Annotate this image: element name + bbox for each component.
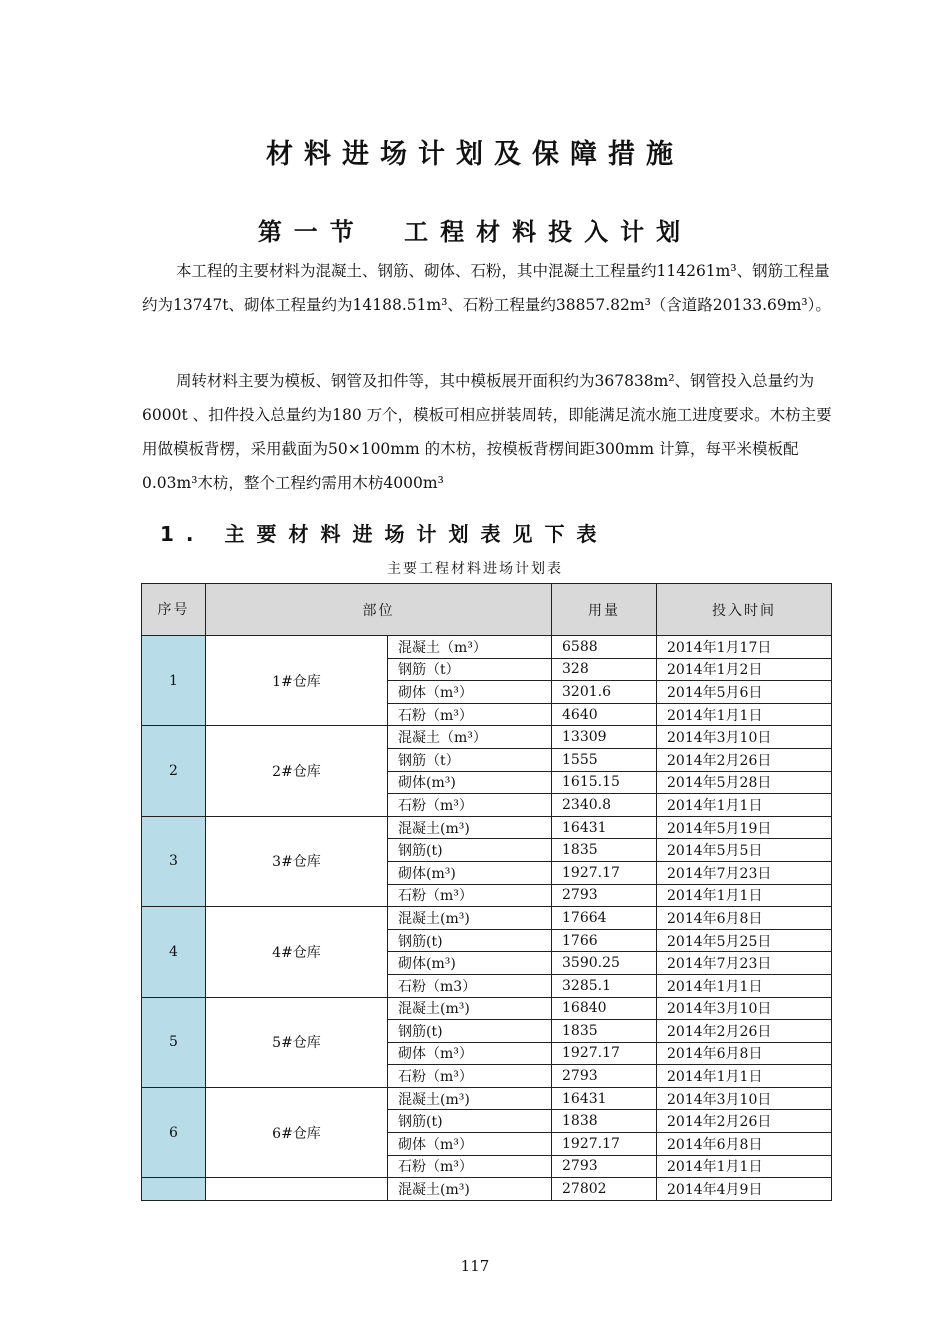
location-cell: 6#仓库 (206, 1087, 388, 1177)
material-cell: 钢筋(t) (388, 929, 552, 952)
material-cell: 钢筋（t） (388, 748, 552, 771)
quantity-cell: 1838 (552, 1110, 657, 1133)
time-cell: 2014年2月26日 (657, 1020, 832, 1043)
material-cell: 钢筋(t) (388, 839, 552, 862)
seq-cell: 6 (142, 1087, 206, 1177)
quantity-cell: 27802 (552, 1178, 657, 1201)
table-row (142, 726, 832, 749)
table-row (142, 636, 832, 659)
paragraph-materials-text: 本工程的主要材料为混凝土、钢筋、砌体、石粉，其中混凝土工程量约114261m³、钢筋工程量约为13747t、砌体工程量约为14188.51m³、石粉工程量约38857.82m³（含道路20133.69m³）。 (142, 262, 831, 314)
table-row (142, 997, 832, 1020)
time-cell: 2014年4月9日 (657, 1178, 832, 1201)
material-cell: 石粉（m³） (388, 703, 552, 726)
time-cell: 2014年1月1日 (657, 703, 832, 726)
time-cell: 2014年7月23日 (657, 861, 832, 884)
time-cell: 2014年6月8日 (657, 1042, 832, 1065)
subheading: 1. 主要材料进场计划表见下表 (160, 522, 609, 546)
time-cell: 2014年1月1日 (657, 794, 832, 817)
quantity-cell: 1927.17 (552, 1133, 657, 1156)
quantity-cell: 3201.6 (552, 681, 657, 704)
quantity-cell: 16431 (552, 1087, 657, 1110)
quantity-cell: 1555 (552, 748, 657, 771)
material-cell: 混凝土(m³) (388, 997, 552, 1020)
time-cell: 2014年3月10日 (657, 726, 832, 749)
quantity-cell: 2340.8 (552, 794, 657, 817)
header-part: 部位 (206, 584, 552, 636)
material-cell: 石粉（m3） (388, 974, 552, 997)
material-cell: 混凝土(m³) (388, 816, 552, 839)
material-cell: 石粉（m³） (388, 794, 552, 817)
material-cell: 砌体(m³) (388, 771, 552, 794)
paragraph-turnover (142, 364, 842, 500)
quantity-cell: 328 (552, 658, 657, 681)
time-cell: 2014年5月19日 (657, 816, 832, 839)
quantity-cell: 2793 (552, 1155, 657, 1178)
table-row (142, 1087, 832, 1110)
quantity-cell: 1835 (552, 1020, 657, 1043)
material-cell: 石粉（m³） (388, 1155, 552, 1178)
material-cell: 砌体(m³) (388, 952, 552, 975)
seq-cell: 2 (142, 726, 206, 816)
paragraph-materials (142, 254, 842, 322)
time-cell: 2014年1月1日 (657, 1065, 832, 1088)
seq-cell: 4 (142, 907, 206, 997)
section-title: 第一节 工程材料投入计划 (257, 218, 693, 246)
time-cell: 2014年7月23日 (657, 952, 832, 975)
material-cell: 砌体（m³） (388, 681, 552, 704)
table-caption: 主要工程材料进场计划表 (387, 561, 563, 577)
time-cell: 2014年5月28日 (657, 771, 832, 794)
table-header-row (142, 584, 832, 636)
location-cell: 4#仓库 (206, 907, 388, 997)
quantity-cell: 1615.15 (552, 771, 657, 794)
time-cell: 2014年6月8日 (657, 1133, 832, 1156)
material-cell: 砌体（m³） (388, 1042, 552, 1065)
paragraph-turnover-text: 周转材料主要为模板、钢管及扣件等，其中模板展开面积约为367838m²、钢管投入总量约为6000t 、扣件投入总量约为180 万个，模板可相应拼装周转，即能满足流水施工进度要求。木枋主要用做模板背楞，采用截面为50×100mm 的木枋，按模板背楞间距300mm 计算，每平米模板配0.03m³木枋，整个工程约需用木枋4000m³ (142, 372, 832, 492)
location-cell: 3#仓库 (206, 816, 388, 906)
material-cell: 砌体（m³） (388, 1133, 552, 1156)
header-seq: 序号 (142, 584, 206, 636)
location-cell (206, 1178, 388, 1201)
table-row (142, 1178, 832, 1201)
quantity-cell: 16431 (552, 816, 657, 839)
time-cell: 2014年1月2日 (657, 658, 832, 681)
material-cell: 混凝土（m³） (388, 726, 552, 749)
quantity-cell: 1927.17 (552, 861, 657, 884)
time-cell: 2014年5月25日 (657, 929, 832, 952)
header-qty: 用量 (552, 584, 657, 636)
quantity-cell: 1927.17 (552, 1042, 657, 1065)
materials-table (141, 583, 832, 1201)
time-cell: 2014年2月26日 (657, 748, 832, 771)
material-cell: 砌体(m³) (388, 861, 552, 884)
table-row (142, 907, 832, 930)
quantity-cell: 13309 (552, 726, 657, 749)
material-cell: 钢筋(t) (388, 1110, 552, 1133)
time-cell: 2014年1月1日 (657, 974, 832, 997)
seq-cell: 1 (142, 636, 206, 726)
material-cell: 混凝土(m³) (388, 1087, 552, 1110)
seq-cell (142, 1178, 206, 1201)
time-cell: 2014年6月8日 (657, 907, 832, 930)
seq-cell: 3 (142, 816, 206, 906)
table-row (142, 816, 832, 839)
time-cell: 2014年5月5日 (657, 839, 832, 862)
quantity-cell: 1835 (552, 839, 657, 862)
time-cell: 2014年1月1日 (657, 884, 832, 907)
seq-cell: 5 (142, 997, 206, 1087)
quantity-cell: 2793 (552, 1065, 657, 1088)
material-cell: 石粉（m³） (388, 884, 552, 907)
quantity-cell: 16840 (552, 997, 657, 1020)
table-body (142, 636, 832, 1201)
quantity-cell: 1766 (552, 929, 657, 952)
quantity-cell: 3590.25 (552, 952, 657, 975)
page-number: 117 (460, 1257, 490, 1275)
location-cell: 1#仓库 (206, 636, 388, 726)
location-cell: 2#仓库 (206, 726, 388, 816)
header-time: 投入时间 (657, 584, 832, 636)
time-cell: 2014年1月1日 (657, 1155, 832, 1178)
time-cell: 2014年3月10日 (657, 997, 832, 1020)
time-cell: 2014年2月26日 (657, 1110, 832, 1133)
quantity-cell: 6588 (552, 636, 657, 659)
time-cell: 2014年3月10日 (657, 1087, 832, 1110)
quantity-cell: 17664 (552, 907, 657, 930)
material-cell: 混凝土（m³） (388, 636, 552, 659)
quantity-cell: 2793 (552, 884, 657, 907)
material-cell: 混凝土(m³) (388, 907, 552, 930)
material-cell: 钢筋(t) (388, 1020, 552, 1043)
time-cell: 2014年1月17日 (657, 636, 832, 659)
document-title: 材料进场计划及保障措施 (266, 139, 684, 170)
quantity-cell: 3285.1 (552, 974, 657, 997)
quantity-cell: 4640 (552, 703, 657, 726)
material-cell: 混凝土(m³) (388, 1178, 552, 1201)
time-cell: 2014年5月6日 (657, 681, 832, 704)
material-cell: 石粉（m³） (388, 1065, 552, 1088)
location-cell: 5#仓库 (206, 997, 388, 1087)
material-cell: 钢筋（t） (388, 658, 552, 681)
